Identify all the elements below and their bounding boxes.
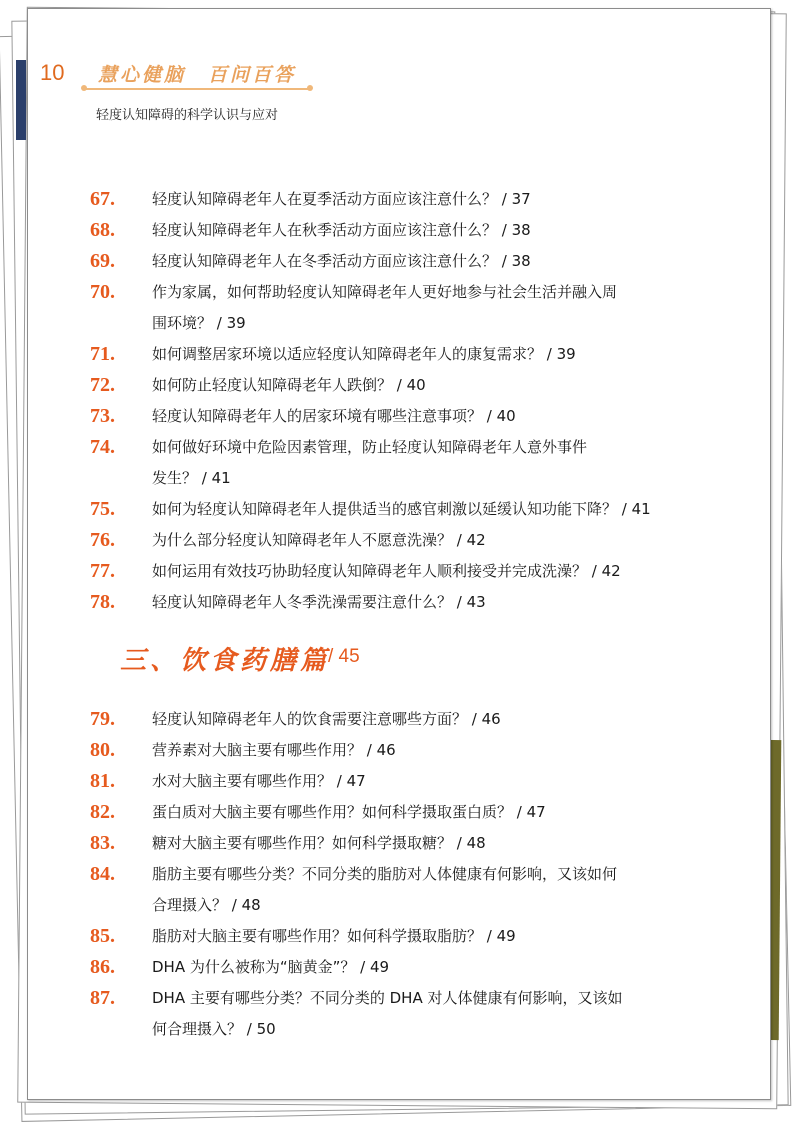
book-subtitle: 轻度认知障碍的科学认识与应对 (96, 108, 279, 123)
header-rule (84, 88, 310, 90)
toc-list-bottom (90, 704, 730, 1045)
toc-entry[interactable] (90, 277, 730, 339)
toc-entry-text: 如何运用有效技巧协助轻度认知障碍老年人顺利接受并完成洗澡？ / 42 (152, 562, 621, 580)
toc-entry-text: 轻度认知障碍老年人的饮食需要注意哪些方面？ / 46 (152, 710, 501, 728)
toc-list-top (90, 184, 730, 618)
toc-entry[interactable] (90, 432, 730, 494)
toc-entry-text: 合理摄入？ / 48 (152, 896, 261, 914)
header-rule-dot-left (81, 85, 87, 91)
toc-entry-number: 79. (90, 708, 115, 730)
toc-entry-text: 蛋白质对大脑主要有哪些作用？如何科学摄取蛋白质？ / 47 (152, 803, 546, 821)
toc-entry-text: 发生？ / 41 (152, 469, 231, 487)
toc-entry[interactable] (90, 184, 730, 215)
section-title: 三、饮食药膳篇 (120, 646, 331, 676)
toc-entry[interactable] (90, 766, 730, 797)
toc-entry-number: 69. (90, 250, 115, 272)
toc-entry-text: 作为家属，如何帮助轻度认知障碍老年人更好地参与社会生活并融入周 (152, 283, 618, 301)
toc-entry-text: 水对大脑主要有哪些作用？ / 47 (152, 772, 366, 790)
toc-entry-number: 83. (90, 832, 115, 854)
toc-entry[interactable] (90, 494, 730, 525)
toc-entry-text: 脂肪主要有哪些分类？不同分类的脂肪对人体健康有何影响，又该如何 (152, 865, 618, 883)
page-header (40, 56, 370, 126)
toc-entry-text: 轻度认知障碍老年人在冬季活动方面应该注意什么？ / 38 (152, 252, 531, 270)
toc-entry-number: 81. (90, 770, 115, 792)
section-page: / 45 (328, 646, 360, 667)
toc-entry[interactable] (90, 921, 730, 952)
toc-entry[interactable] (90, 215, 730, 246)
cover-edge-strip-blue (16, 60, 26, 140)
toc-entry-number: 87. (90, 987, 115, 1009)
toc-entry-number: 84. (90, 863, 115, 885)
toc-entry-text: 轻度认知障碍老年人冬季洗澡需要注意什么？ / 43 (152, 593, 486, 611)
toc-entry[interactable] (90, 797, 730, 828)
toc-entry-number: 78. (90, 591, 115, 613)
page-number: 10 (40, 60, 65, 85)
toc-entry-text: 如何做好环境中危险因素管理，防止轻度认知障碍老年人意外事件 (152, 438, 588, 456)
toc-entry[interactable] (90, 859, 730, 921)
toc-entry-number: 70. (90, 281, 115, 303)
toc-entry-number: 85. (90, 925, 115, 947)
toc-entry-text: 轻度认知障碍老年人的居家环境有哪些注意事项？ / 40 (152, 407, 516, 425)
toc-entry-number: 74. (90, 436, 115, 458)
toc-entry-text: 糖对大脑主要有哪些作用？如何科学摄取糖？ / 48 (152, 834, 486, 852)
toc-entry-text: 脂肪对大脑主要有哪些作用？如何科学摄取脂肪？ / 49 (152, 927, 516, 945)
toc-entry-number: 75. (90, 498, 115, 520)
toc-entry-text: 为什么部分轻度认知障碍老年人不愿意洗澡？ / 42 (152, 531, 486, 549)
toc-entry-text: DHA 为什么被称为“脑黄金”？ / 49 (152, 958, 390, 976)
toc-entry-number: 82. (90, 801, 115, 823)
toc-entry-number: 72. (90, 374, 115, 396)
toc-entry[interactable] (90, 952, 730, 983)
toc-entry-number: 86. (90, 956, 115, 978)
toc-entry-number: 68. (90, 219, 115, 241)
toc-entry[interactable] (90, 587, 730, 618)
toc-entry-text: 如何为轻度认知障碍老年人提供适当的感官刺激以延缓认知功能下降？ / 41 (152, 500, 651, 518)
table-of-contents (90, 184, 730, 1045)
toc-entry-text: 轻度认知障碍老年人在夏季活动方面应该注意什么？ / 37 (152, 190, 531, 208)
toc-entry-text: 轻度认知障碍老年人在秋季活动方面应该注意什么？ / 38 (152, 221, 531, 239)
toc-entry-number: 71. (90, 343, 115, 365)
toc-entry-text: 何合理摄入？ / 50 (152, 1020, 276, 1038)
toc-entry[interactable] (90, 556, 730, 587)
toc-entry[interactable] (90, 704, 730, 735)
toc-entry-text: 营养素对大脑主要有哪些作用？ / 46 (152, 741, 396, 759)
series-title: 慧心健脑 百问百答 (98, 64, 297, 86)
toc-entry[interactable] (90, 983, 730, 1045)
toc-entry-number: 67. (90, 188, 115, 210)
toc-entry-text: 如何调整居家环境以适应轻度认知障碍老年人的康复需求？ / 39 (152, 345, 576, 363)
toc-entry[interactable] (90, 339, 730, 370)
toc-entry[interactable] (90, 525, 730, 556)
toc-entry-text: DHA 主要有哪些分类？不同分类的 DHA 对人体健康有何影响，又该如 (152, 989, 623, 1007)
toc-entry[interactable] (90, 735, 730, 766)
toc-entry-number: 80. (90, 739, 115, 761)
toc-entry-number: 76. (90, 529, 115, 551)
toc-entry[interactable] (90, 246, 730, 277)
toc-entry-text: 如何防止轻度认知障碍老年人跌倒？ / 40 (152, 376, 426, 394)
header-rule-dot-right (307, 85, 313, 91)
toc-entry-number: 73. (90, 405, 115, 427)
section-heading[interactable] (90, 640, 730, 682)
toc-entry[interactable] (90, 828, 730, 859)
toc-entry-number: 77. (90, 560, 115, 582)
toc-entry[interactable] (90, 370, 730, 401)
toc-entry-text: 围环境？ / 39 (152, 314, 246, 332)
toc-entry[interactable] (90, 401, 730, 432)
